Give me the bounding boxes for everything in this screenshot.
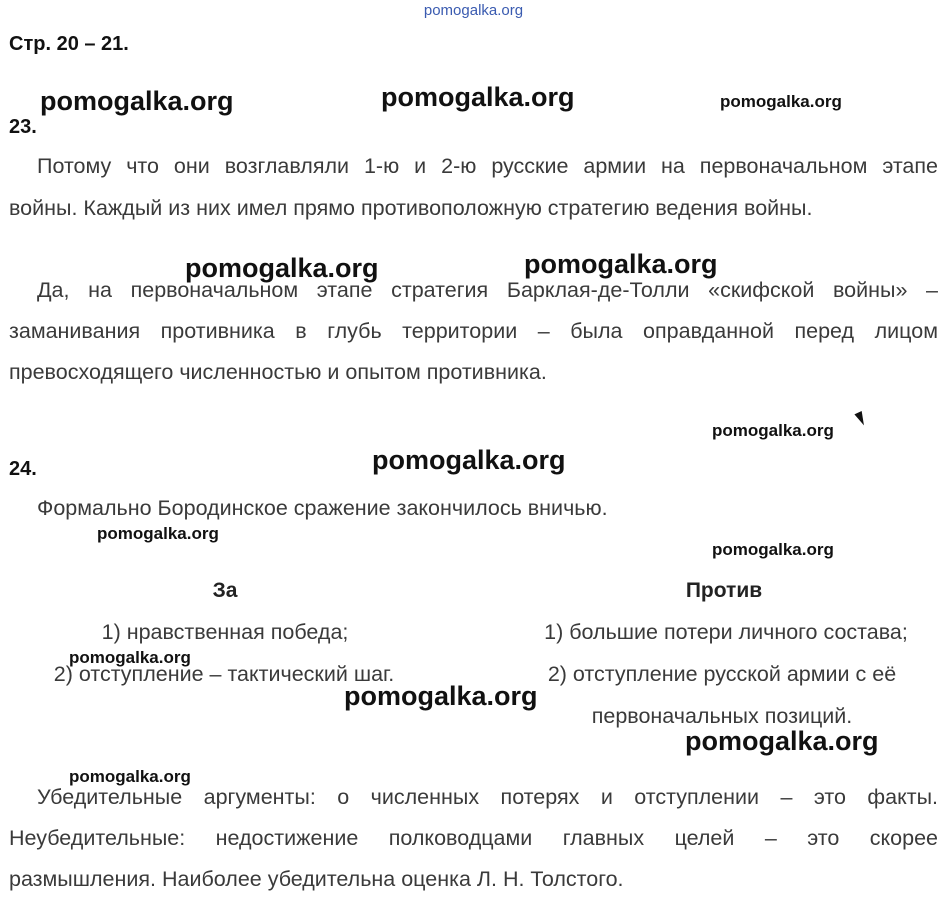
paragraph-line: размышления. Наиболее убедительна оценка Л. Н. Толстого. [9,867,624,891]
watermark: pomogalka.org [69,648,191,667]
watermark: pomogalka.org [712,421,834,440]
watermark: pomogalka.org [381,82,575,112]
against-item: 2) отступление русской армии с её [547,662,897,686]
watermark: pomogalka.org [372,445,566,475]
paragraph-line: войны. Каждый из них имел прямо противоположную стратегию ведения войны. [9,196,813,220]
watermark: pomogalka.org [185,253,379,283]
against-item: 1) большие потери личного состава; [544,620,908,644]
watermark-top: pomogalka.org [423,2,524,19]
watermark: pomogalka.org [720,92,842,111]
column-heading-for: За [212,579,238,602]
watermark: pomogalka.org [344,681,538,711]
column-heading-against: Против [685,579,763,602]
for-item: 1) нравственная победа; [101,620,349,644]
watermark: pomogalka.org [69,767,191,786]
paragraph-line: заманивания противника в глубь территории – была оправданной перед лицом [9,319,938,343]
watermark: pomogalka.org [712,540,834,559]
paragraph-line: Формально Бородинское сражение закончилось вничью. [37,496,608,520]
task-number-23: 23. [9,116,37,138]
paragraph-line: Неубедительные: недостижение полководцами главных целей – это скорее [9,826,938,850]
task-number-24: 24. [9,458,37,480]
against-item: первоначальных позиций. [591,704,853,728]
paragraph-line: Убедительные аргументы: о численных потерях и отступлении – это факты. [37,785,938,809]
watermark: pomogalka.org [685,726,879,756]
watermark: pomogalka.org [40,86,234,116]
for-item: 2) отступление – тактический шаг. [53,662,395,686]
paragraph-line: Потому что они возглавляли 1-ю и 2-ю русские армии на первоначальном этапе [37,154,938,178]
watermark: pomogalka.org [97,524,219,543]
page-reference: Стр. 20 – 21. [9,33,129,55]
watermark: pomogalka.org [524,249,718,279]
paragraph-line: превосходящего численностью и опытом противника. [9,360,547,384]
paragraph-line: Да, на первоначальном этапе стратегия Барклая-де-Толли «скифской войны» – [37,278,938,302]
pen-mark [854,411,867,427]
